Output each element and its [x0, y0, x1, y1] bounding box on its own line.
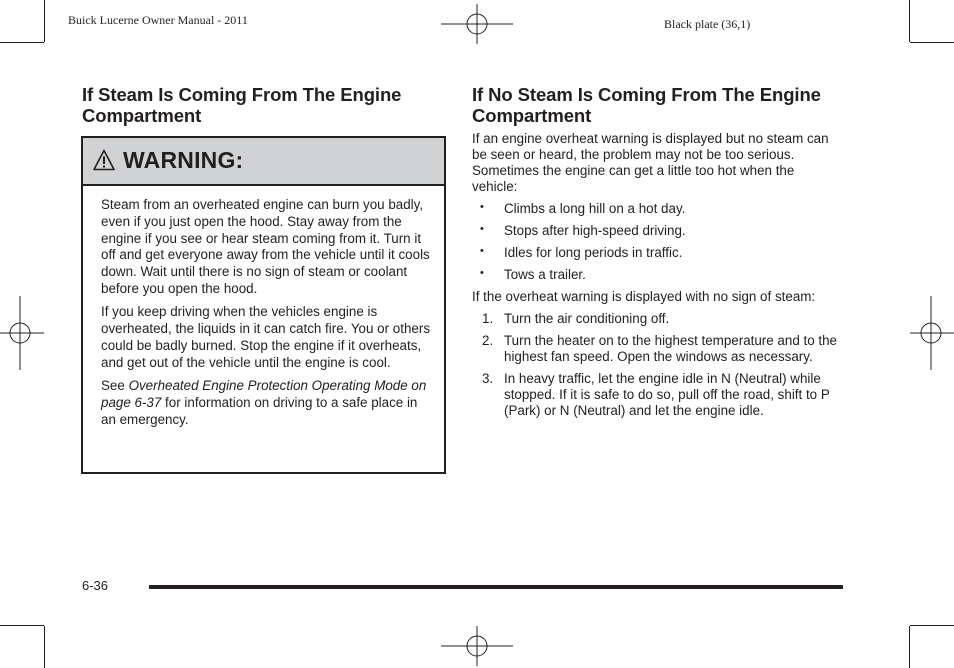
registration-mark-left-icon: [0, 296, 44, 370]
crop-mark-top-left-h: [0, 42, 44, 43]
footer-rule: [149, 585, 843, 589]
warning-title: WARNING:: [123, 147, 244, 173]
registration-mark-right-icon: [910, 296, 954, 370]
cross-reference-link[interactable]: Overheated Engine Protection Operating Mode on page 6-37: [101, 377, 427, 410]
warning-see-reference: [101, 378, 433, 428]
section-heading-steam: If Steam Is Coming From The Engine Compartment: [82, 84, 402, 126]
see-suffix: for information on driving to a safe place in an emergency.: [101, 394, 418, 427]
list-item: • Climbs a long hill on a hot day.: [480, 201, 686, 216]
bullet-icon: •: [480, 245, 484, 257]
warning-box: [81, 136, 446, 474]
manual-title: Buick Lucerne Owner Manual - 2011: [68, 13, 248, 27]
list-item: • Tows a trailer.: [480, 267, 586, 282]
see-prefix: See: [101, 377, 125, 393]
warning-header: [83, 138, 444, 186]
crop-mark-top-left-v: [44, 0, 45, 42]
warning-body: [101, 197, 433, 435]
list-item: • Idles for long periods in traffic.: [480, 245, 683, 260]
warning-paragraph-1: Steam from an overheated engine can burn you badly, even if you just open the hood. Stay away from the engine if you see or hear steam coming from it. Turn it off and get everyone away from the vehicle until it cools down. Wait until there is no sign of steam or coolant before you open the hood.: [101, 197, 430, 296]
registration-mark-bottom-icon: [441, 626, 513, 666]
warning-paragraph-2: If you keep driving when the vehicles engine is overheated, the liquids in it can catch fire. You or others could be badly burned. Stop the engine if it overheats, and get out of the vehicle until the engine is cool.: [101, 304, 431, 370]
crop-mark-bottom-left-h: [0, 625, 44, 626]
bullet-icon: •: [480, 201, 484, 213]
crop-mark-top-right-v: [909, 0, 910, 42]
crop-mark-top-right-h: [910, 42, 954, 43]
step-item: 1. Turn the air conditioning off.: [482, 311, 670, 326]
plate-label: Black plate (36,1): [664, 17, 751, 31]
bullet-icon: •: [480, 267, 484, 279]
list-item: • Stops after high-speed driving.: [480, 223, 686, 238]
warning-triangle-icon: [93, 149, 115, 171]
bullet-icon: •: [480, 223, 484, 235]
no-steam-body: [472, 131, 842, 425]
step-item: 2. Turn the heater on to the highest temperature and to the highest fan speed. Open the windows as necessary.: [482, 333, 838, 364]
crop-mark-bottom-right-h: [910, 625, 954, 626]
page-number: 6-36: [82, 578, 109, 593]
steps-list: [472, 311, 842, 419]
crop-mark-bottom-left-v: [44, 626, 45, 668]
crop-mark-bottom-right-v: [909, 626, 910, 668]
conditions-list: [472, 201, 842, 283]
intro-paragraph: If an engine overheat warning is displayed but no steam can be seen or heard, the problem may not be too serious. Sometimes the engine can get a little too hot when the vehicle:: [472, 131, 829, 194]
registration-mark-top-icon: [441, 4, 513, 44]
step-item: 3. In heavy traffic, let the engine idle in N (Neutral) while stopped. If it is safe to do so, pull off the road, shift to P (Park) or N (Neutral) and let the engine idle.: [482, 371, 830, 418]
steps-intro: If the overheat warning is displayed with no sign of steam:: [472, 289, 816, 304]
section-heading-no-steam: If No Steam Is Coming From The Engine Compartment: [472, 84, 821, 126]
